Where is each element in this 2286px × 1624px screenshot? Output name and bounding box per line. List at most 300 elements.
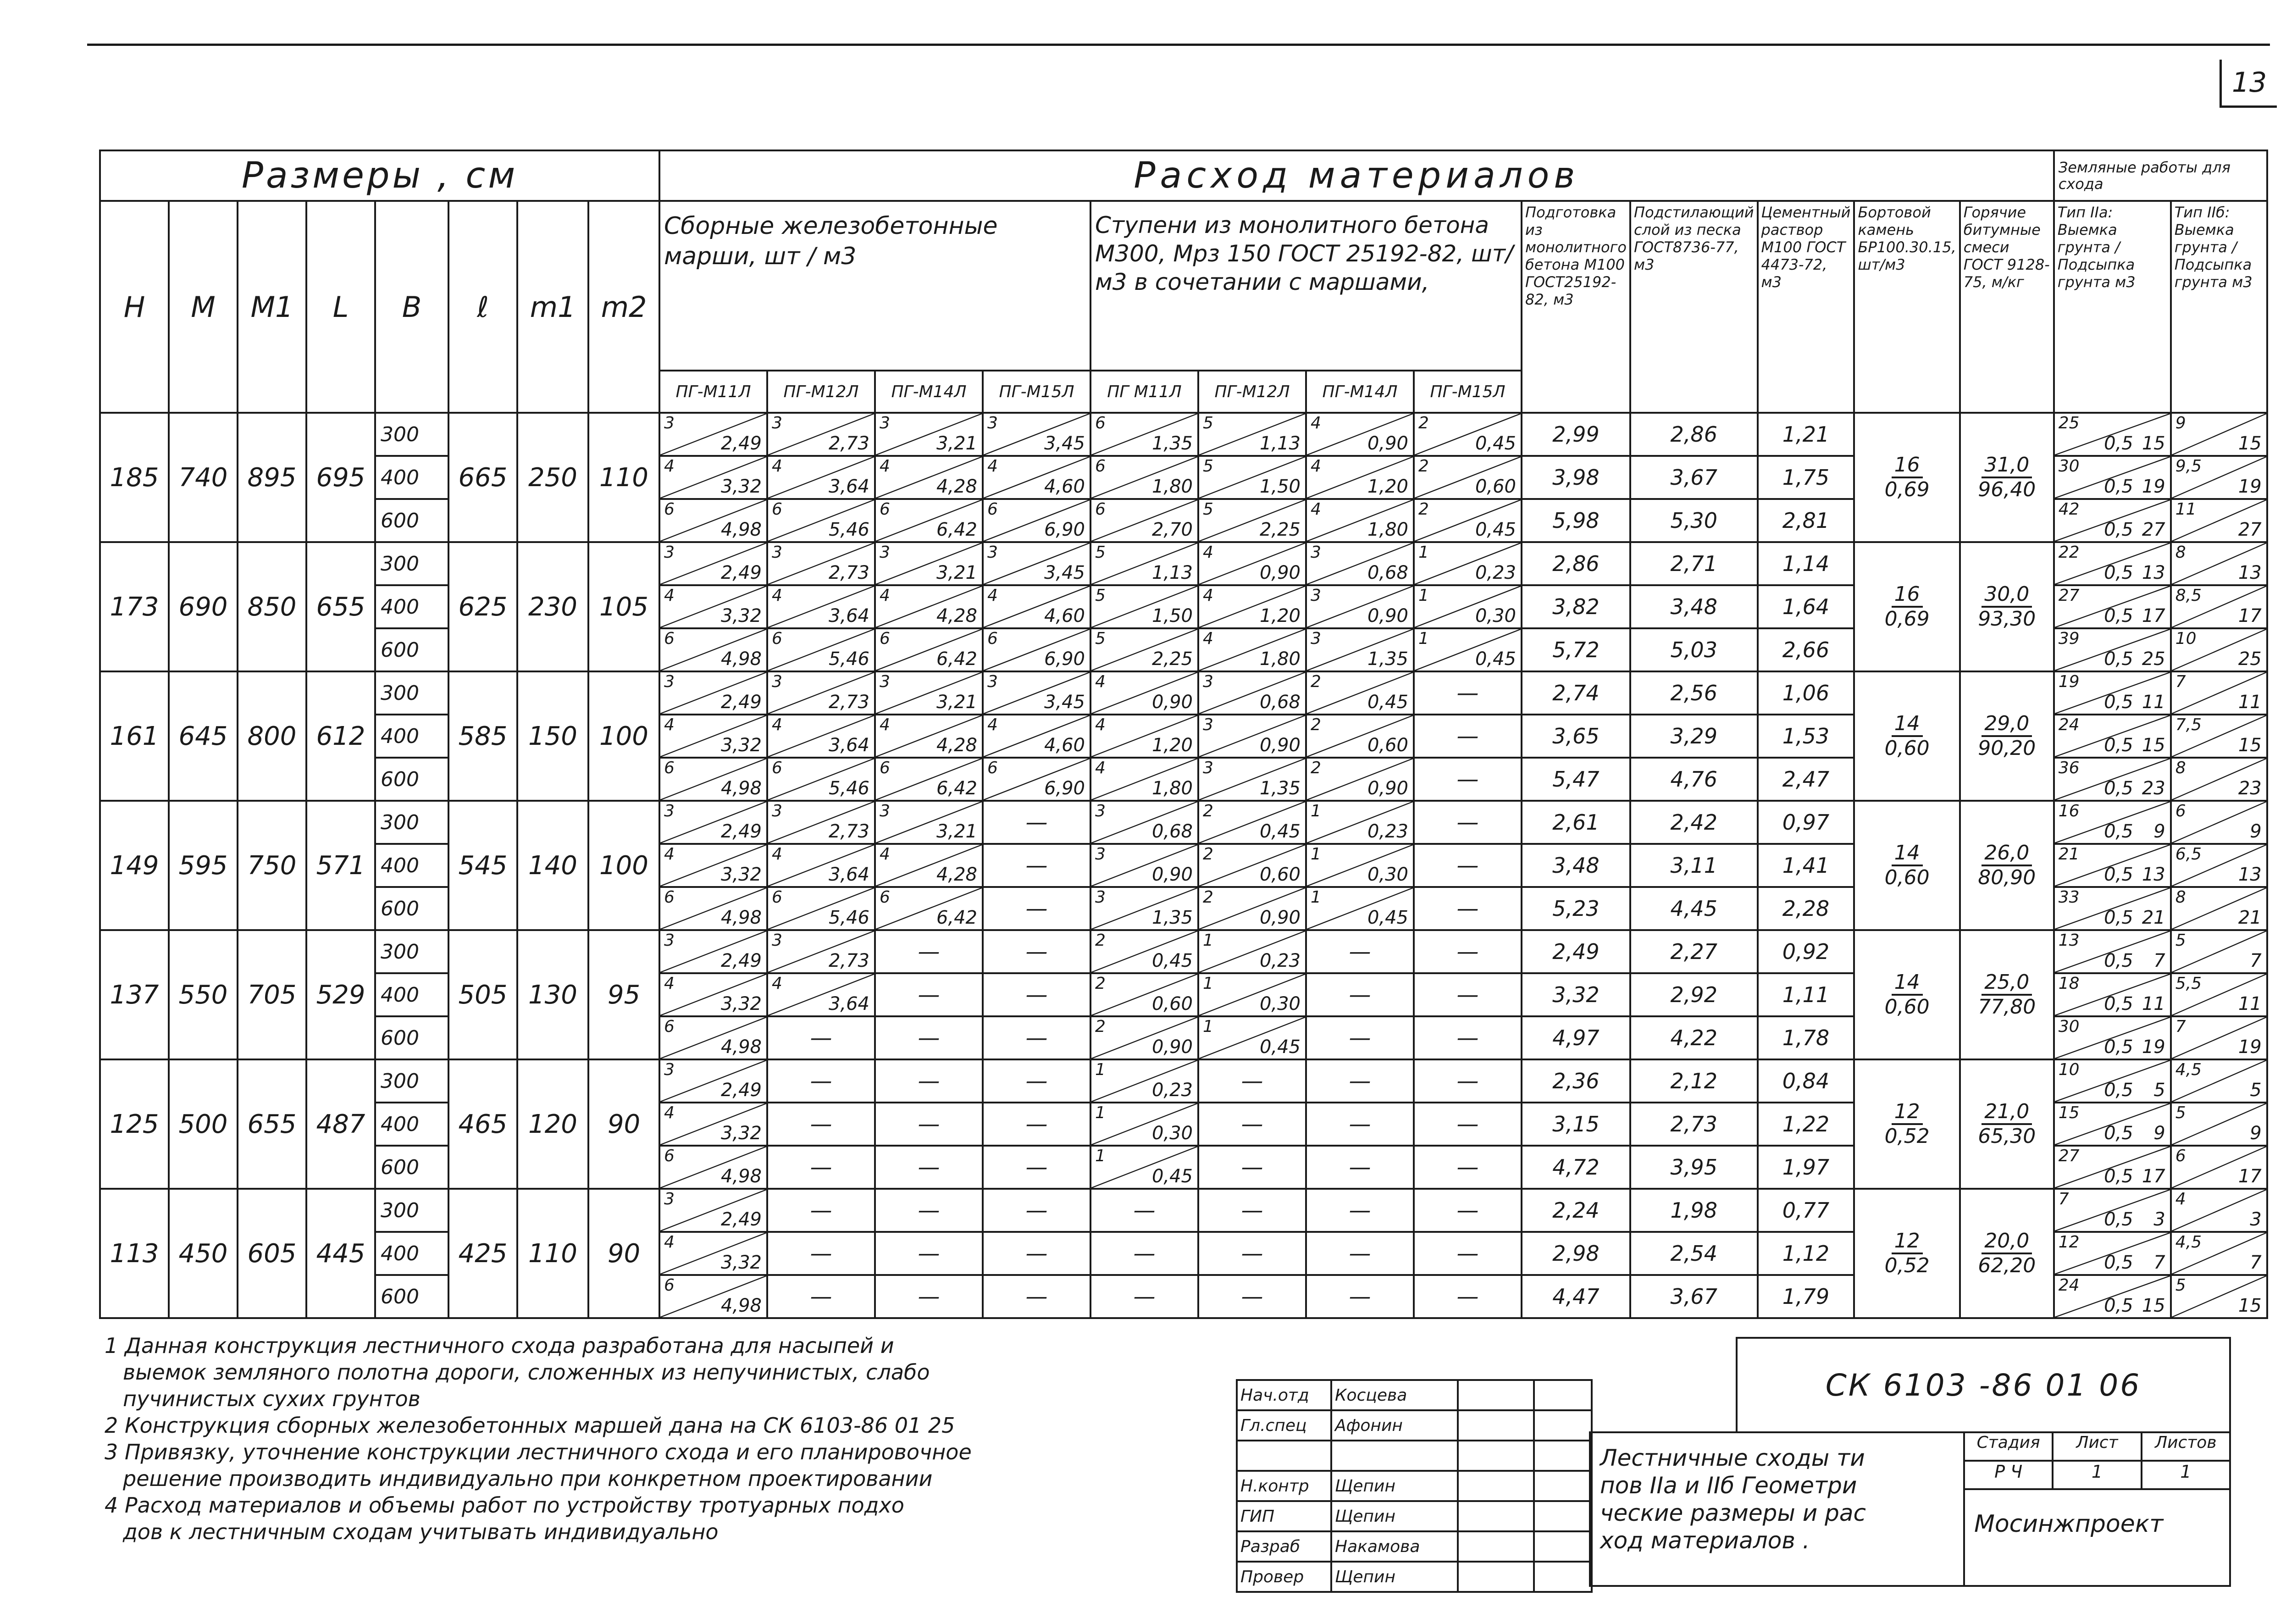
empty-cell: — — [1306, 1189, 1414, 1232]
cell-earth-a — [2054, 1146, 2171, 1189]
cell-M: 690 — [169, 542, 238, 671]
volume-value: 4,60 — [1044, 476, 1085, 497]
volume-value: 0,45 — [1259, 821, 1301, 842]
earth-value: 0,5 — [2104, 864, 2133, 885]
earth-value: 0,5 — [2104, 1036, 2133, 1058]
note-line: 3 Привязку, уточнение конструкции лестничного схода и его планировочное — [105, 1440, 972, 1464]
cell-earth-b — [2171, 930, 2267, 973]
earth-value: 0,5 — [2104, 1080, 2133, 1101]
cell-H: 137 — [100, 930, 169, 1059]
quantity-cell — [1306, 456, 1414, 499]
quantity-cell — [1090, 542, 1198, 585]
cell-prep: 2,24 — [1522, 1189, 1630, 1232]
piece-count: 1 — [1095, 1060, 1106, 1079]
cell-B: 600 — [375, 758, 448, 801]
volume-value: 3,64 — [828, 476, 869, 497]
header-prep: Подготовка из монолитного бетона М100 ГОСТ25192-82, м3 — [1522, 201, 1630, 413]
earth-value: 0,5 — [2104, 433, 2133, 454]
cell-mortar: 2,66 — [1758, 628, 1854, 671]
cell-l: 545 — [448, 801, 517, 930]
volume-value: 0,23 — [1259, 950, 1301, 971]
piece-count: 6 — [987, 759, 998, 777]
staff-row — [1237, 1380, 1592, 1410]
quantity-cell — [1306, 585, 1414, 628]
empty-cell: — — [1414, 671, 1522, 715]
volume-value: 0,68 — [1367, 562, 1408, 583]
cell-earth-a — [2054, 499, 2171, 542]
empty-cell: — — [1414, 973, 1522, 1016]
earth-value: 15 — [2238, 735, 2262, 756]
earth-value: 9 — [2175, 414, 2186, 432]
piece-count: 3 — [664, 543, 675, 562]
cell-m2: 105 — [588, 542, 659, 671]
volume-value: 2,73 — [828, 692, 869, 713]
empty-cell: — — [983, 1275, 1090, 1318]
earth-value: 21 — [2238, 907, 2262, 928]
cell-prep: 5,72 — [1522, 628, 1630, 671]
earth-value: 6 — [2175, 802, 2186, 820]
volume-value: 2,70 — [1151, 519, 1193, 540]
empty-cell: — — [1414, 930, 1522, 973]
empty-cell: — — [767, 1275, 875, 1318]
earth-value: 24 — [2058, 1276, 2080, 1295]
volume-value: 0,60 — [1259, 864, 1301, 885]
piece-count: 4 — [664, 1233, 675, 1252]
volume-value: 2,49 — [720, 1209, 762, 1230]
cell-M1: 605 — [238, 1189, 306, 1318]
quantity-cell — [767, 628, 875, 671]
cell-B: 300 — [375, 801, 448, 844]
piece-count: 4 — [664, 1103, 675, 1122]
cell-m1: 130 — [517, 930, 588, 1059]
piece-count: 4 — [664, 457, 675, 476]
title-line: пов IIа и IIб Геометри — [1600, 1472, 1857, 1499]
volume-value: 3,45 — [1044, 562, 1085, 583]
earth-value: 15 — [2142, 433, 2165, 454]
empty-cell: — — [1198, 1232, 1306, 1275]
piece-count: 1 — [1203, 931, 1213, 950]
empty-cell: — — [1414, 801, 1522, 844]
cell-sand: 2,42 — [1630, 801, 1758, 844]
volume-value: 0,23 — [1151, 1080, 1193, 1101]
mark-precast-3: ПГ-М14Л — [875, 371, 983, 413]
piece-count: 3 — [880, 672, 890, 691]
earth-value: 11 — [2175, 500, 2197, 519]
piece-count: 3 — [772, 414, 782, 432]
volume-value: 0,45 — [1367, 907, 1408, 928]
piece-count: 4 — [987, 715, 998, 734]
cell-earth-a — [2054, 973, 2171, 1016]
volume-value: 6,90 — [1044, 519, 1085, 540]
volume-value: 5,46 — [828, 907, 869, 928]
piece-count: 5 — [1203, 457, 1213, 476]
quantity-cell — [983, 499, 1090, 542]
piece-count: 6 — [880, 888, 890, 907]
cell-B: 600 — [375, 628, 448, 671]
piece-count: 6 — [772, 759, 782, 777]
col-l: ℓ — [448, 201, 517, 413]
quantity-cell — [875, 671, 983, 715]
piece-count: 1 — [1095, 1103, 1106, 1122]
piece-count: 3 — [1311, 629, 1321, 648]
cell-prep: 4,72 — [1522, 1146, 1630, 1189]
cell-M1: 750 — [238, 801, 306, 930]
volume-value: 0,45 — [1151, 950, 1193, 971]
earth-value: 5 — [2175, 1103, 2186, 1122]
note-line: выемок земляного полотна дороги, сложенных из непучинистых, слабо — [123, 1360, 930, 1385]
earth-value: 9,5 — [2175, 457, 2202, 476]
cell-earth-b — [2171, 1103, 2267, 1146]
header-earthworks: Земляные работы для схода — [2054, 150, 2267, 201]
cell-earth-b — [2171, 1146, 2267, 1189]
piece-count: 4 — [880, 586, 890, 605]
earth-value: 30 — [2058, 457, 2080, 476]
cell-mortar: 1,21 — [1758, 413, 1854, 456]
volume-value: 5,46 — [828, 648, 869, 670]
mark-steps-3: ПГ-М14Л — [1306, 371, 1414, 413]
quantity-cell — [659, 844, 767, 887]
cell-l: 425 — [448, 1189, 517, 1318]
earth-value: 16 — [2058, 802, 2080, 820]
piece-count: 3 — [664, 802, 675, 820]
quantity-cell — [1090, 758, 1198, 801]
cell-B: 300 — [375, 1059, 448, 1103]
quantity-cell — [1306, 671, 1414, 715]
cell-earth-b — [2171, 801, 2267, 844]
piece-count: 2 — [1311, 715, 1321, 734]
table-row — [100, 1059, 2267, 1103]
page-number: 13 — [2220, 60, 2277, 108]
earth-value: 0,5 — [2104, 605, 2133, 626]
empty-cell: — — [1306, 1232, 1414, 1275]
earth-value: 7,5 — [2175, 715, 2202, 734]
cell-prep: 5,47 — [1522, 758, 1630, 801]
volume-value: 2,73 — [828, 950, 869, 971]
meta-sheet-label: Лист — [2054, 1433, 2142, 1460]
quantity-cell — [659, 671, 767, 715]
volume-value: 1,50 — [1151, 605, 1193, 626]
earth-value: 0,5 — [2104, 821, 2133, 842]
earth-value: 0,5 — [2104, 648, 2133, 670]
cell-B: 600 — [375, 887, 448, 930]
col-B: B — [375, 201, 448, 413]
cell-B: 300 — [375, 1189, 448, 1232]
quantity-cell — [1414, 456, 1522, 499]
cell-sand: 3,67 — [1630, 456, 1758, 499]
mark-precast-4: ПГ-М15Л — [983, 371, 1090, 413]
meta-sheets-label: Листов — [2155, 1433, 2217, 1452]
earth-value: 23 — [2142, 778, 2165, 799]
piece-count: 6 — [987, 500, 998, 519]
earth-value: 0,5 — [2104, 519, 2133, 540]
cell-curb: $\frac{14}{0,60}$ — [1854, 801, 1959, 930]
quantity-cell — [1198, 413, 1306, 456]
piece-count: 1 — [1203, 1017, 1213, 1036]
quantity-cell — [1090, 801, 1198, 844]
quantity-cell — [983, 456, 1090, 499]
earth-value: 7 — [2175, 672, 2186, 691]
piece-count: 4 — [987, 586, 998, 605]
signature — [1458, 1441, 1534, 1471]
cell-earth-a — [2054, 542, 2171, 585]
empty-cell: — — [1414, 887, 1522, 930]
piece-count: 4 — [1095, 672, 1106, 691]
cell-M: 595 — [169, 801, 238, 930]
cell-prep: 5,98 — [1522, 499, 1630, 542]
earth-value: 33 — [2058, 888, 2080, 907]
piece-count: 3 — [1095, 845, 1106, 864]
earth-value: 11 — [2142, 692, 2165, 713]
cell-L: 445 — [306, 1189, 375, 1318]
volume-value: 4,28 — [936, 864, 977, 885]
empty-cell: — — [1090, 1232, 1198, 1275]
cell-B: 400 — [375, 715, 448, 758]
quantity-cell — [1306, 844, 1414, 887]
piece-count: 1 — [1203, 974, 1213, 993]
cell-sand: 3,11 — [1630, 844, 1758, 887]
volume-value: 0,90 — [1259, 907, 1301, 928]
cell-B: 400 — [375, 456, 448, 499]
volume-value: 0,30 — [1475, 605, 1516, 626]
cell-mortar: 1,79 — [1758, 1275, 1854, 1318]
earth-value: 30 — [2058, 1017, 2080, 1036]
empty-cell: — — [1414, 1016, 1522, 1059]
quantity-cell — [1090, 1103, 1198, 1146]
empty-cell: — — [767, 1146, 875, 1189]
staff-role: Нач.отд — [1237, 1380, 1331, 1410]
quantity-cell — [1414, 499, 1522, 542]
cell-m1: 110 — [517, 1189, 588, 1318]
quantity-cell — [1198, 542, 1306, 585]
earth-value: 17 — [2238, 605, 2262, 626]
volume-value: 3,32 — [720, 1252, 762, 1273]
volume-value: 4,98 — [720, 1295, 762, 1316]
cell-sand: 1,98 — [1630, 1189, 1758, 1232]
cell-prep: 2,61 — [1522, 801, 1630, 844]
empty-cell: — — [1414, 758, 1522, 801]
quantity-cell — [659, 1016, 767, 1059]
quantity-cell — [659, 758, 767, 801]
empty-cell: — — [1198, 1103, 1306, 1146]
earth-value: 15 — [2142, 735, 2165, 756]
quantity-cell — [1090, 413, 1198, 456]
volume-value: 1,35 — [1151, 907, 1193, 928]
earth-value: 6,5 — [2175, 845, 2202, 864]
cell-mortar: 1,64 — [1758, 585, 1854, 628]
earth-value: 25 — [2238, 648, 2262, 670]
earth-value: 8 — [2175, 888, 2186, 907]
empty-cell: — — [1306, 973, 1414, 1016]
piece-count: 5 — [1203, 500, 1213, 519]
cell-mortar: 1,97 — [1758, 1146, 1854, 1189]
earth-value: 0,5 — [2104, 1252, 2133, 1273]
earth-value: 18 — [2058, 974, 2080, 993]
volume-value: 3,45 — [1044, 692, 1085, 713]
volume-value: 2,25 — [1259, 519, 1301, 540]
earth-value: 19 — [2142, 476, 2165, 497]
volume-value: 1,80 — [1151, 778, 1193, 799]
earth-value: 13 — [2238, 562, 2262, 583]
empty-cell: — — [1198, 1059, 1306, 1103]
empty-cell: — — [767, 1103, 875, 1146]
cell-M1: 705 — [238, 930, 306, 1059]
earth-value: 7 — [2153, 950, 2165, 971]
col-M1: M1 — [238, 201, 306, 413]
piece-count: 2 — [1311, 672, 1321, 691]
quantity-cell — [1414, 413, 1522, 456]
header-mortar: Цементный раствор М100 ГОСТ 4473-72, м3 — [1758, 201, 1854, 413]
cell-m1: 230 — [517, 542, 588, 671]
piece-count: 5 — [1095, 586, 1106, 605]
volume-value: 2,25 — [1151, 648, 1193, 670]
piece-count: 4 — [664, 586, 675, 605]
empty-cell: — — [875, 930, 983, 973]
volume-value: 3,21 — [936, 562, 977, 583]
volume-value: 3,64 — [828, 993, 869, 1014]
cell-prep: 2,86 — [1522, 542, 1630, 585]
quantity-cell — [1306, 413, 1414, 456]
cell-m2: 100 — [588, 671, 659, 801]
quantity-cell — [1090, 585, 1198, 628]
quantity-cell — [983, 542, 1090, 585]
meta-sheet-value: 1 — [2054, 1462, 2142, 1488]
earth-value: 11 — [2142, 993, 2165, 1014]
cell-B: 400 — [375, 844, 448, 887]
quantity-cell — [875, 801, 983, 844]
piece-count: 6 — [664, 1017, 675, 1036]
cell-earth-a — [2054, 801, 2171, 844]
cell-B: 300 — [375, 413, 448, 456]
volume-value: 0,23 — [1475, 562, 1516, 583]
volume-value: 2,49 — [720, 692, 762, 713]
volume-value: 0,30 — [1367, 864, 1408, 885]
cell-mortar: 0,77 — [1758, 1189, 1854, 1232]
piece-count: 6 — [664, 888, 675, 907]
cell-mortar: 0,97 — [1758, 801, 1854, 844]
sheet-meta — [1963, 1431, 2231, 1587]
header-precast: Сборные железобетонные марши, шт / м3 — [659, 201, 1090, 371]
earth-value: 36 — [2058, 759, 2080, 777]
cell-earth-a — [2054, 930, 2171, 973]
piece-count: 6 — [772, 888, 782, 907]
signature — [1458, 1531, 1534, 1562]
volume-value: 3,32 — [720, 476, 762, 497]
note-line: 2 Конструкция сборных железобетонных маршей дана на СК 6103-86 01 25 — [105, 1413, 955, 1438]
cell-L: 612 — [306, 671, 375, 801]
header-hot: Горячие битумные смеси ГОСТ 9128-75, м/кг — [1960, 201, 2054, 413]
volume-value: 4,98 — [720, 778, 762, 799]
earth-value: 9 — [2250, 1123, 2262, 1144]
piece-count: 6 — [664, 1147, 675, 1165]
earth-value: 0,5 — [2104, 950, 2133, 971]
piece-count: 3 — [1203, 759, 1213, 777]
piece-count: 3 — [772, 543, 782, 562]
earth-value: 7 — [2058, 1190, 2069, 1208]
quantity-cell — [659, 585, 767, 628]
cell-earth-b — [2171, 758, 2267, 801]
earth-value: 5,5 — [2175, 974, 2202, 993]
header-sizes: Размеры , см — [100, 150, 659, 201]
volume-value: 3,64 — [828, 864, 869, 885]
empty-cell: — — [767, 1189, 875, 1232]
cell-curb: $\frac{14}{0,60}$ — [1854, 671, 1959, 801]
earth-value: 25 — [2142, 648, 2165, 670]
quantity-cell — [1306, 887, 1414, 930]
earth-value: 42 — [2058, 500, 2080, 519]
piece-count: 3 — [664, 1060, 675, 1079]
quantity-cell — [875, 758, 983, 801]
earth-value: 0,5 — [2104, 1166, 2133, 1187]
piece-count: 4 — [1311, 457, 1321, 476]
quantity-cell — [1090, 887, 1198, 930]
volume-value: 3,45 — [1044, 433, 1085, 454]
date-cell — [1534, 1501, 1592, 1531]
cell-sand: 3,29 — [1630, 715, 1758, 758]
piece-count: 4 — [1311, 500, 1321, 519]
cell-sand: 4,22 — [1630, 1016, 1758, 1059]
earth-value: 39 — [2058, 629, 2080, 648]
quantity-cell — [1306, 715, 1414, 758]
quantity-cell — [1306, 499, 1414, 542]
piece-count: 6 — [664, 500, 675, 519]
earth-value: 15 — [2238, 433, 2262, 454]
volume-value: 6,42 — [936, 648, 977, 670]
cell-M1: 655 — [238, 1059, 306, 1189]
cell-m2: 90 — [588, 1059, 659, 1189]
piece-count: 3 — [987, 414, 998, 432]
staff-row — [1237, 1441, 1592, 1471]
document-code: СК 6103 -86 01 06 — [1736, 1337, 2231, 1433]
date-cell — [1534, 1471, 1592, 1501]
cell-earth-b — [2171, 715, 2267, 758]
cell-prep: 3,82 — [1522, 585, 1630, 628]
piece-count: 3 — [880, 414, 890, 432]
quantity-cell — [1306, 542, 1414, 585]
quantity-cell — [659, 973, 767, 1016]
cell-prep: 3,98 — [1522, 456, 1630, 499]
empty-cell: — — [983, 887, 1090, 930]
quantity-cell — [767, 715, 875, 758]
cell-earth-b — [2171, 456, 2267, 499]
cell-sand: 3,95 — [1630, 1146, 1758, 1189]
cell-hot: $\frac{31,0}{96,40}$ — [1960, 413, 2054, 542]
cell-L: 487 — [306, 1059, 375, 1189]
quantity-cell — [1198, 887, 1306, 930]
cell-earth-b — [2171, 499, 2267, 542]
cell-hot: $\frac{20,0}{62,20}$ — [1960, 1189, 2054, 1318]
volume-value: 4,60 — [1044, 605, 1085, 626]
quantity-cell — [1414, 542, 1522, 585]
quantity-cell — [1090, 499, 1198, 542]
staff-row — [1237, 1562, 1592, 1592]
earth-value: 0,5 — [2104, 778, 2133, 799]
empty-cell: — — [983, 1103, 1090, 1146]
piece-count: 3 — [664, 414, 675, 432]
cell-hot: $\frac{25,0}{77,80}$ — [1960, 930, 2054, 1059]
volume-value: 3,32 — [720, 993, 762, 1014]
quantity-cell — [1090, 1016, 1198, 1059]
quantity-cell — [767, 456, 875, 499]
cell-B: 600 — [375, 1016, 448, 1059]
earth-value: 12 — [2058, 1233, 2080, 1252]
empty-cell: — — [1414, 844, 1522, 887]
cell-mortar: 0,84 — [1758, 1059, 1854, 1103]
quantity-cell — [767, 671, 875, 715]
volume-value: 3,21 — [936, 433, 977, 454]
empty-cell: — — [1306, 1103, 1414, 1146]
quantity-cell — [875, 413, 983, 456]
quantity-cell — [1090, 844, 1198, 887]
